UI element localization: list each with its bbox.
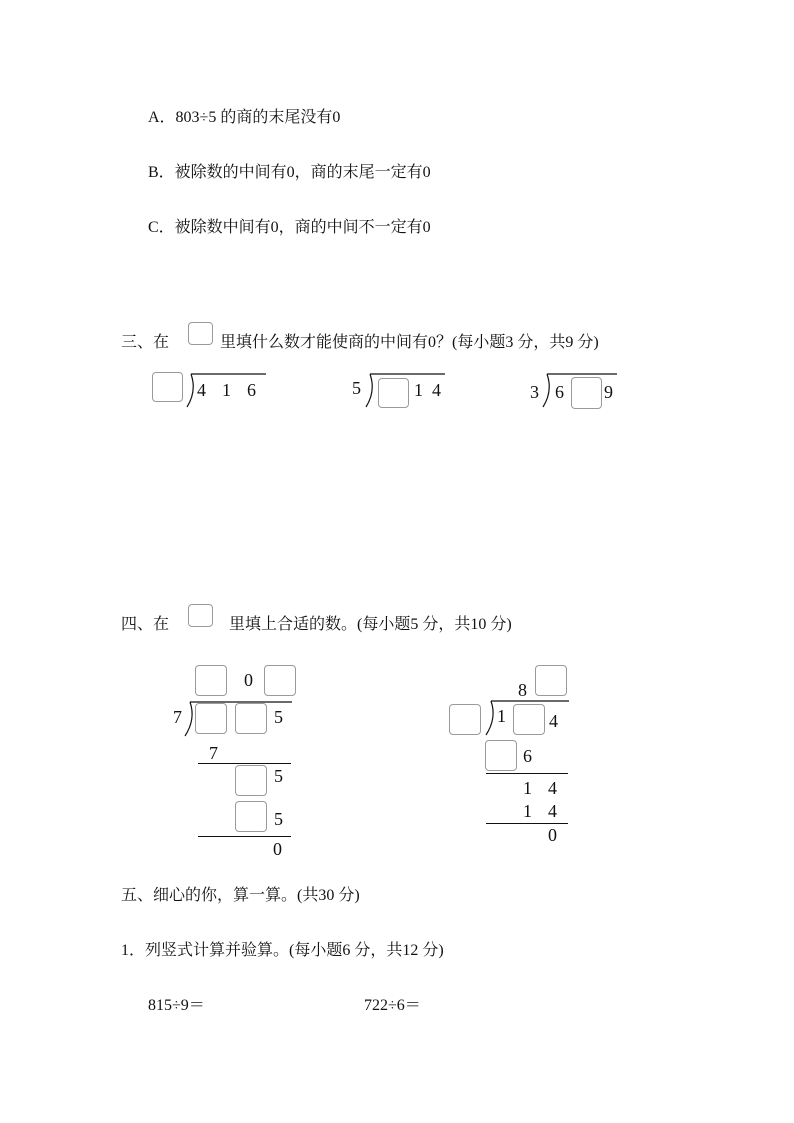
dividend-answer-box[interactable] <box>378 378 409 408</box>
sample-answer-box <box>188 604 213 627</box>
exercise-1: 815÷9＝ <box>148 997 205 1014</box>
step-answer-box[interactable] <box>235 801 267 832</box>
step-digit: 6 <box>523 746 532 766</box>
subtraction-line <box>486 823 568 824</box>
step-digit: 4 <box>548 778 557 798</box>
quotient-answer-box[interactable] <box>264 665 296 696</box>
dividend-answer-box[interactable] <box>513 704 545 735</box>
step-answer-box[interactable] <box>485 740 517 771</box>
subtraction-line <box>198 836 291 837</box>
dividend-digit: 6 <box>247 380 256 400</box>
section4-instructions: 里填上合适的数。(每小题5 分，共10 分) <box>229 616 512 633</box>
dividend-digit: 4 <box>197 380 206 400</box>
dividend-digit: 4 <box>549 711 558 731</box>
dividend-digit: 6 <box>555 382 564 402</box>
section3-prefix: 三、在 <box>121 334 170 351</box>
quotient-digit: 8 <box>518 680 527 700</box>
step-answer-box[interactable] <box>235 765 267 796</box>
subtraction-line <box>486 773 568 774</box>
divisor-answer-box[interactable] <box>152 372 183 402</box>
option-a: A．803÷5 的商的末尾没有0 <box>148 109 341 126</box>
quotient-answer-box[interactable] <box>195 665 227 696</box>
sample-answer-box <box>188 322 213 345</box>
dividend-digit: 5 <box>274 707 283 727</box>
subtraction-line <box>198 763 291 764</box>
step-digit: 1 <box>523 778 532 798</box>
remainder: 0 <box>273 839 282 859</box>
dividend-digit: 1 <box>222 380 231 400</box>
section4-prefix: 四、在 <box>121 616 170 633</box>
dividend-answer-box[interactable] <box>195 703 227 734</box>
option-b: B．被除数的中间有0，商的末尾一定有0 <box>148 164 431 181</box>
section5-title: 五、细心的你，算一算。(共30 分) <box>121 887 360 904</box>
dividend-answer-box[interactable] <box>571 377 602 409</box>
remainder: 0 <box>548 825 557 845</box>
dividend-answer-box[interactable] <box>235 703 267 734</box>
step-digit: 5 <box>274 809 283 829</box>
dividend-digit: 4 <box>432 380 441 400</box>
section5-subtitle: 1．列竖式计算并验算。(每小题6 分，共12 分) <box>121 942 444 959</box>
dividend-digit: 1 <box>497 706 506 726</box>
divisor-answer-box[interactable] <box>449 704 481 735</box>
exercise-2: 722÷6＝ <box>364 997 421 1014</box>
dividend-digit: 9 <box>604 382 613 402</box>
divisor: 3 <box>530 382 539 402</box>
option-c: C．被除数中间有0，商的中间不一定有0 <box>148 219 431 236</box>
dividend-digit: 1 <box>414 380 423 400</box>
step-digit: 5 <box>274 766 283 786</box>
quotient-digit: 0 <box>244 670 253 690</box>
step-digit: 7 <box>209 743 218 763</box>
divisor: 5 <box>352 378 361 398</box>
step-digit: 1 <box>523 801 532 821</box>
divisor: 7 <box>173 707 182 727</box>
section3-instructions: 里填什么数才能使商的中间有0？(每小题3 分，共9 分) <box>220 334 599 351</box>
step-digit: 4 <box>548 801 557 821</box>
quotient-answer-box[interactable] <box>535 665 567 696</box>
